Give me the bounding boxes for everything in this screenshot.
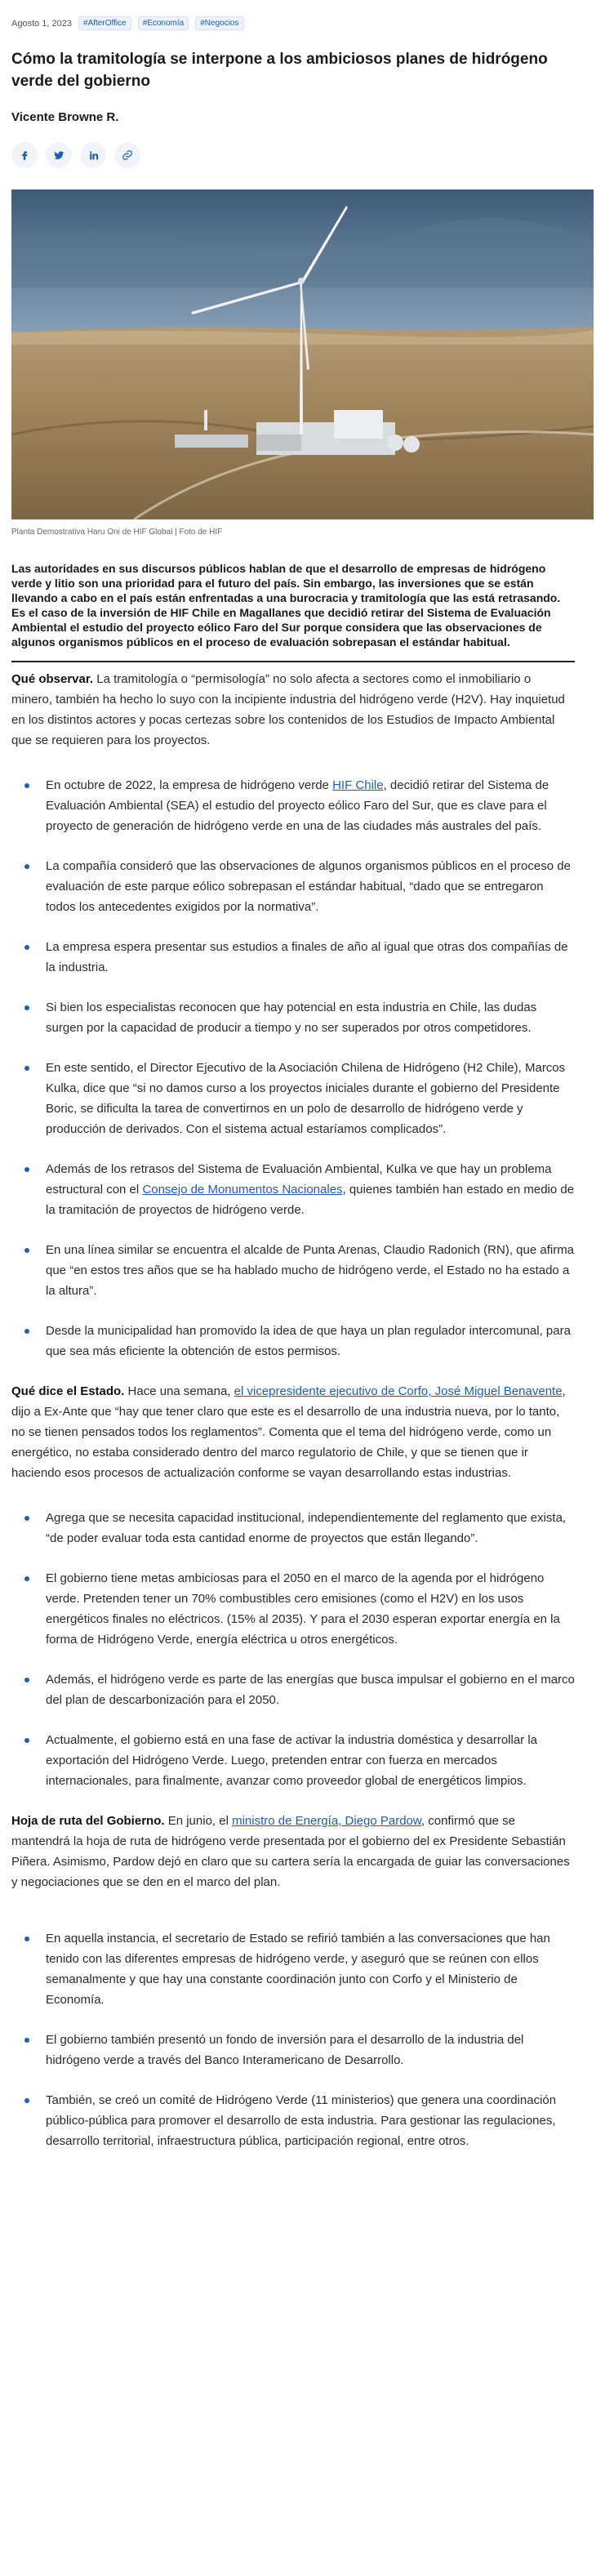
article-meta bbox=[11, 16, 594, 30]
hif-chile-link[interactable]: HIF Chile bbox=[332, 778, 384, 792]
list-item-text: En octubre de 2022, la empresa de hidrógeno verde bbox=[46, 778, 333, 792]
list-item: Si bien los especialistas reconocen que hay potencial en esta industria en Chile, las dudas surgen por la capacidad de producir a tiempo y no ser superados por otros competidores. bbox=[23, 997, 575, 1038]
publish-date: Agosto 1, 2023 bbox=[11, 18, 73, 29]
hero-image bbox=[11, 189, 594, 519]
tag-afteroffice[interactable]: #AfterOffice bbox=[78, 16, 131, 30]
twitter-share-button[interactable] bbox=[46, 142, 72, 168]
corfo-link[interactable]: el vicepresidente ejecutivo de Corfo, José Miguel Benavente bbox=[234, 1384, 563, 1398]
section-what-to-watch bbox=[11, 669, 575, 751]
bullet-list bbox=[11, 1508, 575, 1791]
list-item: La compañía consideró que las observaciones de algunos organismos públicos en el proceso de evaluación de este parque eólico sobrepasan el estándar habitual, “dado que se entregaron todos los antecedentes exigidos por la normativa”. bbox=[23, 856, 575, 917]
paragraph-text: , dijo a Ex-Ante que “hay que tener claro que este es el desarrollo de una industria nueva, por lo tanto, no se tienen pensados todos los reglamentos”. Comenta que el tema del hidrógeno verde, como un energético, no estaba considerado dentro del marco regulatorio de Chile, y que se tienen que ir haciendo esos procesos de actualización conforme se vayan desarrollando estas industrias. bbox=[11, 1384, 566, 1480]
list-item-text: , decidió retirar del Sistema de Evaluación Ambiental (SEA) el estudio del proyecto eólico Faro del Sur, que es clave para el proyecto de generación de hidrógeno verde en una de las ciudades más australes del país. bbox=[46, 778, 549, 833]
energy-minister-link[interactable]: ministro de Energía, Diego Pardow bbox=[232, 1814, 421, 1828]
bullet-list bbox=[11, 775, 575, 1362]
list-item: En este sentido, el Director Ejecutivo de la Asociación Chilena de Hidrógeno (H2 Chile), Marcos Kulka, dice que “si no damos curso a los proyectos iniciales durante el gobierno del Presidente Boric, se dificulta la tarea de convertirnos en un polo de desarrollo de hidrógeno verde y producción de derivados. Con el sistema actual estaríamos complicados”. bbox=[23, 1058, 575, 1139]
divider bbox=[11, 661, 575, 662]
list-item: La empresa espera presentar sus estudios a finales de año al igual que otras dos compañías de la industria. bbox=[23, 937, 575, 978]
paragraph-text: , confirmó que se mantendrá la hoja de ruta de hidrógeno verde presentada por el gobierno del ex Presidente Sebastián Piñera. Asimismo, Pardow dejó en claro que su cartera sería la encargada de guiar las conversaciones y negociaciones que se den en el marco del plan. bbox=[11, 1814, 570, 1889]
copy-link-button[interactable] bbox=[114, 142, 140, 168]
list-item: El gobierno también presentó un fondo de inversión para el desarrollo de la industria del hidrógeno verde a través del Banco Interamericano de Desarrollo. bbox=[23, 2030, 575, 2070]
list-item-text: , quienes también han estado en medio de la tramitación de proyectos de hidrógeno verde. bbox=[46, 1183, 575, 1217]
paragraph-text: En junio, el bbox=[164, 1814, 233, 1828]
section-state-says bbox=[11, 1381, 575, 1483]
twitter-icon bbox=[53, 149, 65, 161]
list-item: Agrega que se necesita capacidad institucional, independientemente del reglamento que exista, “de poder evaluar toda esta cantidad enorme de proyectos que están llegando”. bbox=[23, 1508, 575, 1549]
monumentos-link[interactable]: Consejo de Monumentos Nacionales bbox=[142, 1183, 343, 1197]
linkedin-share-button[interactable] bbox=[80, 142, 106, 168]
list-item: Desde la municipalidad han promovido la idea de que haya un plan regulador intercomunal, para que sea más eficiente la obtención de estos permisos. bbox=[23, 1321, 575, 1362]
author-name[interactable]: Vicente Browne R. bbox=[11, 110, 119, 124]
share-bar bbox=[11, 142, 594, 168]
list-item bbox=[23, 1159, 575, 1220]
tag-negocios[interactable]: #Negocios bbox=[195, 16, 243, 30]
tag-economia[interactable]: #Economía bbox=[138, 16, 189, 30]
section-heading: Qué observar. bbox=[11, 672, 94, 686]
list-item: También, se creó un comité de Hidrógeno Verde (11 ministerios) que genera una coordinación público-pública para promover el desarrollo de esta industria. Para gestionar las regulaciones, desarrollo territorial, infraestructura pública, participación regional, entre otros. bbox=[23, 2090, 575, 2151]
article-title: Cómo la tramitología se interpone a los ambiciosos planes de hidrógeno verde del gobierno bbox=[11, 51, 548, 90]
section-heading: Qué dice el Estado. bbox=[11, 1384, 125, 1398]
facebook-share-button[interactable] bbox=[11, 142, 38, 168]
list-item: Actualmente, el gobierno está en una fase de activar la industria doméstica y desarrollar la exportación del Hidrógeno Verde. Luego, pretenden entrar con fuerza en mercados internacionales, para finalmente, avanzar como proveedor global de energéticos limpios. bbox=[23, 1730, 575, 1791]
list-item bbox=[23, 775, 575, 836]
paragraph-text: Hace una semana, bbox=[124, 1384, 234, 1398]
list-item: En una línea similar se encuentra el alcalde de Punta Arenas, Claudio Radonich (RN), que afirma que “en estos tres años que se ha hablado mucho de hidrógeno verde, el Estado no ha estado a la altura”. bbox=[23, 1240, 575, 1301]
list-item: Además, el hidrógeno verde es parte de las energías que busca impulsar el gobierno en el marco del plan de descarbonización para el 2050. bbox=[23, 1669, 575, 1710]
list-item-text: Además de los retrasos del Sistema de Evaluación Ambiental, Kulka ve que hay un problema estructural con el bbox=[46, 1162, 552, 1197]
paragraph-text: La tramitología o “permisología” no solo afecta a sectores como el inmobiliario o minero, también ha hecho lo suyo con la incipiente industria del hidrógeno verde (H2V). Hay inquietud en los distintos actores y pocas certezas sobre los contenidos de los Estudios de Impacto Ambiental que se requieren para los proyectos. bbox=[11, 672, 565, 747]
image-caption: Planta Demostrativa Haru Oni de HIF Global | Foto de HIF bbox=[11, 528, 223, 537]
facebook-icon bbox=[19, 149, 30, 161]
list-item: El gobierno tiene metas ambiciosas para el 2050 en el marco de la agenda por el hidrógeno verde. Pretenden tener un 70% combustibles cero emisiones (como el H2V) en los usos energéticos finales no eléctricos. (15% al 2035). Y para el 2030 esperan exportar energía en la forma de Hidrógeno Verde, energía eléctrica u otros energéticos. bbox=[23, 1568, 575, 1650]
article-lead: Las autoridades en sus discursos públicos hablan de que el desarrollo de empresas de hidrógeno verde y litio son una prioridad para el futuro del país. Sin embargo, las inversiones que se están llevando a cabo en el país están enfrentadas a una burocracia y tramitología que las está retrasando. Es el caso de la inversión de HIF Chile en Magallanes que decidió retirar del Sistema de Evaluación Ambiental el estudio del proyecto eólico Faro del Sur porque considera que las observaciones de algunos organismos públicos en el proceso de evaluación sobrepasan el estándar habitual. bbox=[11, 562, 561, 648]
link-icon bbox=[122, 149, 133, 161]
list-item: En aquella instancia, el secretario de Estado se refirió también a las conversaciones que han tenido con las diferentes empresas de hidrógeno verde, y aseguró que se reúnen con ellos semanalmente y que hay una constante coordinación junto con Corfo y el Ministerio de Economía. bbox=[23, 1928, 575, 2010]
section-heading: Hoja de ruta del Gobierno. bbox=[11, 1814, 165, 1828]
section-roadmap bbox=[11, 1811, 575, 1892]
bullet-list bbox=[11, 1928, 575, 2151]
linkedin-icon bbox=[88, 150, 99, 161]
